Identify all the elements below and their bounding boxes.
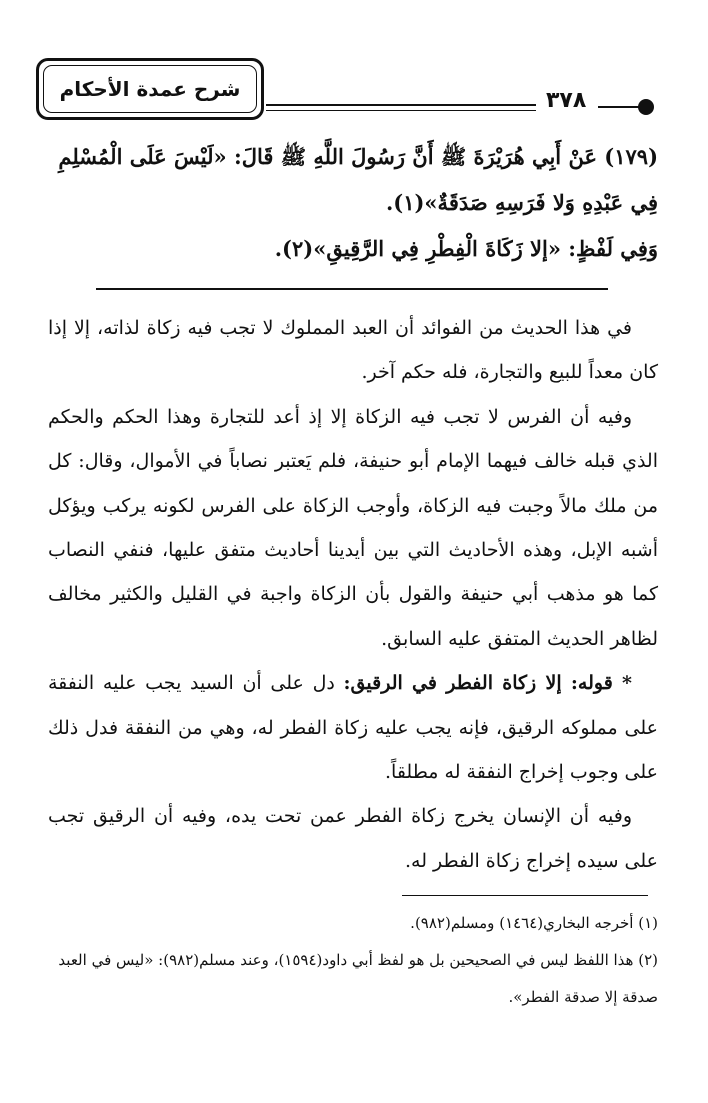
hadith-line-1: (١٧٩) عَنْ أَبِي هُرَيْرَةَ ﷺ أَنَّ رَسُولَ اللَّهِ ﷺ قَالَ: «لَيْسَ عَلَى الْمُسْلِمِ	[58, 144, 658, 169]
footnote-2: (٢) هذا اللفظ ليس في الصحيحين بل هو لفظ أبي داود(١٥٩٤)، وعند مسلم(٩٨٢): «ليس في العبد صدقة إلا صدقة الفطر».	[58, 951, 658, 1006]
section-separator	[96, 288, 608, 290]
footnote-1: (١) أخرجه البخاري(١٤٦٤) ومسلم(٩٨٢).	[410, 914, 658, 932]
hadith-line-2: فِي عَبْدِهِ وَلا فَرَسِهِ صَدَقَةٌ»(١).	[385, 190, 658, 215]
header-dot-ornament	[638, 99, 654, 115]
header-rule	[266, 104, 536, 106]
paragraph-3-text: دل على أن السيد يجب عليه النفقة على مملوكه الرقيق، فإنه يجب عليه زكاة الفطر له، وهي من النفقة فدل ذلك على وجوب إخراج النفقة له مطلقاً.	[48, 672, 658, 784]
commentary-body	[48, 306, 658, 883]
paragraph-3	[48, 661, 658, 794]
header-rule-thin	[266, 110, 536, 111]
footnote-rule	[402, 895, 648, 896]
paragraph-3-heading: * قوله: إلا زكاة الفطر في الرقيق:	[343, 672, 632, 695]
hadith-line-3: وَفِي لَفْظٍ: «إلا زَكَاةَ الْفِطْرِ فِي الرَّقِيقِ»(٢).	[274, 236, 658, 261]
footnotes	[48, 905, 658, 1016]
paragraph-4: وفيه أن الإنسان يخرج زكاة الفطر عمن تحت يده، وفيه أن الرقيق تجب على سيده إخراج زكاة الفطر له.	[48, 805, 658, 872]
header-title-inner-frame	[43, 65, 257, 113]
book-title: شرح عمدة الأحكام	[59, 77, 241, 101]
paragraph-2: وفيه أن الفرس لا تجب فيه الزكاة إلا إذ أعد للتجارة وهذا الحكم والحكم الذي قبله خالف فيهما الإمام أبو حنيفة، فلم يَعتبر نصاباً في الأموال، وقال: كل من ملك مالاً وجبت فيه الزكاة، وأوجب الزكاة على الفرس لكونه يركب ويؤكل أشبه الإبل، وهذه الأحاديث التي بين أيدينا أحاديث متفق عليها، فنفي النصاب كما هو مذهب أبي حنيفة والقول بأن الزكاة واجبة في القليل والكثير مخالف لظاهر الحديث المتفق عليه السابق.	[48, 405, 658, 650]
page-number: ٣٧٨	[546, 88, 587, 113]
header-title-frame	[36, 58, 264, 120]
paragraph-1: في هذا الحديث من الفوائد أن العبد المملوك لا تجب فيه زكاة لذاته، إلا إذا كان معداً للبيع والتجارة، فله حكم آخر.	[48, 317, 658, 384]
header-tail-rule	[598, 106, 640, 108]
